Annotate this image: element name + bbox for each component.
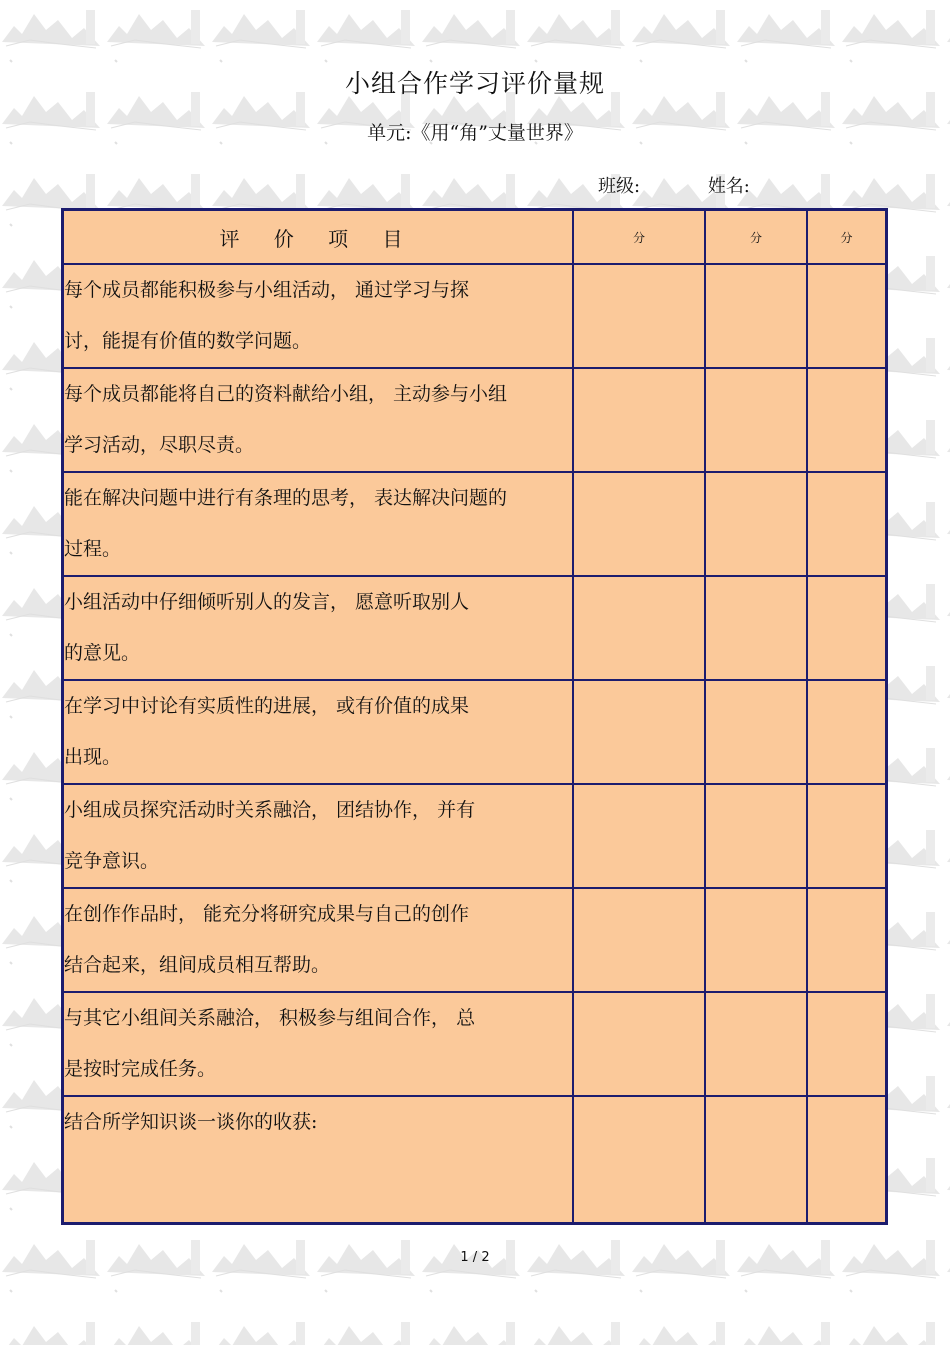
score-cell[interactable] (807, 992, 887, 1096)
score-cell[interactable] (807, 1096, 887, 1224)
reflection-cell[interactable] (63, 1096, 574, 1224)
criterion-line: 讨，能提有价值的数学问题。 (64, 330, 312, 352)
table-row (63, 888, 887, 992)
table-header-row (63, 210, 887, 265)
score-cell[interactable] (705, 680, 807, 784)
score-cell[interactable] (705, 264, 807, 368)
score-cell[interactable] (705, 888, 807, 992)
criterion-line: 的意见。 (64, 642, 141, 664)
criterion-line: 是按时完成任务。 (64, 1058, 217, 1080)
table-row (63, 368, 887, 472)
score-cell[interactable] (705, 784, 807, 888)
score-cell[interactable] (705, 992, 807, 1096)
score-cell[interactable] (573, 368, 705, 472)
criterion-line: 与其它小组间关系融洽， 积极参与组间合作， 总 (64, 1007, 476, 1029)
criterion-cell (63, 784, 574, 888)
criterion-cell (63, 472, 574, 576)
class-name-line (598, 172, 750, 198)
score-cell[interactable] (807, 680, 887, 784)
criterion-cell (63, 368, 574, 472)
criterion-line: 能在解决问题中进行有条理的思考， 表达解决问题的 (64, 487, 508, 509)
table-row (63, 264, 887, 368)
score-cell[interactable] (573, 784, 705, 888)
document-title: 小组合作学习评价量规 (344, 69, 605, 98)
score-cell[interactable] (807, 888, 887, 992)
header-evaluation-item: 评 价 项 目 (63, 210, 574, 265)
header-score-2: 分 (705, 210, 807, 265)
reflection-prompt: 结合所学知识谈一谈你的收获: (64, 1111, 318, 1133)
criterion-line: 出现。 (64, 746, 122, 768)
table-row (63, 680, 887, 784)
criterion-line: 小组活动中仔细倾听别人的发言， 愿意听取别人 (64, 591, 470, 613)
score-cell[interactable] (705, 472, 807, 576)
score-cell[interactable] (573, 888, 705, 992)
score-cell[interactable] (807, 784, 887, 888)
criterion-cell (63, 264, 574, 368)
header-score-1: 分 (573, 210, 705, 265)
criterion-line: 结合起来，组间成员相互帮助。 (64, 954, 331, 976)
criterion-line: 在学习中讨论有实质性的进展， 或有价值的成果 (64, 695, 470, 717)
criterion-cell (63, 680, 574, 784)
criterion-line: 小组成员探究活动时关系融洽， 团结协作， 并有 (64, 799, 476, 821)
criterion-cell (63, 576, 574, 680)
class-label: 班级: (598, 176, 641, 197)
table-row (63, 576, 887, 680)
score-cell[interactable] (573, 1096, 705, 1224)
score-cell[interactable] (573, 576, 705, 680)
criterion-line: 竞争意识。 (64, 850, 160, 872)
evaluation-rubric-table (61, 208, 888, 1225)
score-cell[interactable] (807, 264, 887, 368)
table-row (63, 1096, 887, 1224)
criterion-line: 每个成员都能积极参与小组活动， 通过学习与探 (64, 279, 470, 301)
criterion-line: 每个成员都能将自己的资料献给小组， 主动参与小组 (64, 383, 508, 405)
score-cell[interactable] (807, 472, 887, 576)
name-label: 姓名: (707, 176, 750, 197)
criterion-cell (63, 888, 574, 992)
score-cell[interactable] (705, 1096, 807, 1224)
header-score-3: 分 (807, 210, 887, 265)
criterion-line: 学习活动，尽职尽责。 (64, 434, 255, 456)
page-number: 1 / 2 (460, 1250, 490, 1265)
criterion-cell (63, 992, 574, 1096)
score-cell[interactable] (573, 992, 705, 1096)
score-cell[interactable] (573, 264, 705, 368)
criterion-line: 在创作作品时， 能充分将研究成果与自己的创作 (64, 903, 470, 925)
criterion-line: 过程。 (64, 538, 122, 560)
score-cell[interactable] (705, 368, 807, 472)
unit-subtitle: 单元:《用“角”丈量世界》 (367, 122, 583, 144)
score-cell[interactable] (807, 368, 887, 472)
score-cell[interactable] (705, 576, 807, 680)
score-cell[interactable] (573, 680, 705, 784)
score-cell[interactable] (573, 472, 705, 576)
table-row (63, 784, 887, 888)
score-cell[interactable] (807, 576, 887, 680)
table-row (63, 992, 887, 1096)
table-row (63, 472, 887, 576)
